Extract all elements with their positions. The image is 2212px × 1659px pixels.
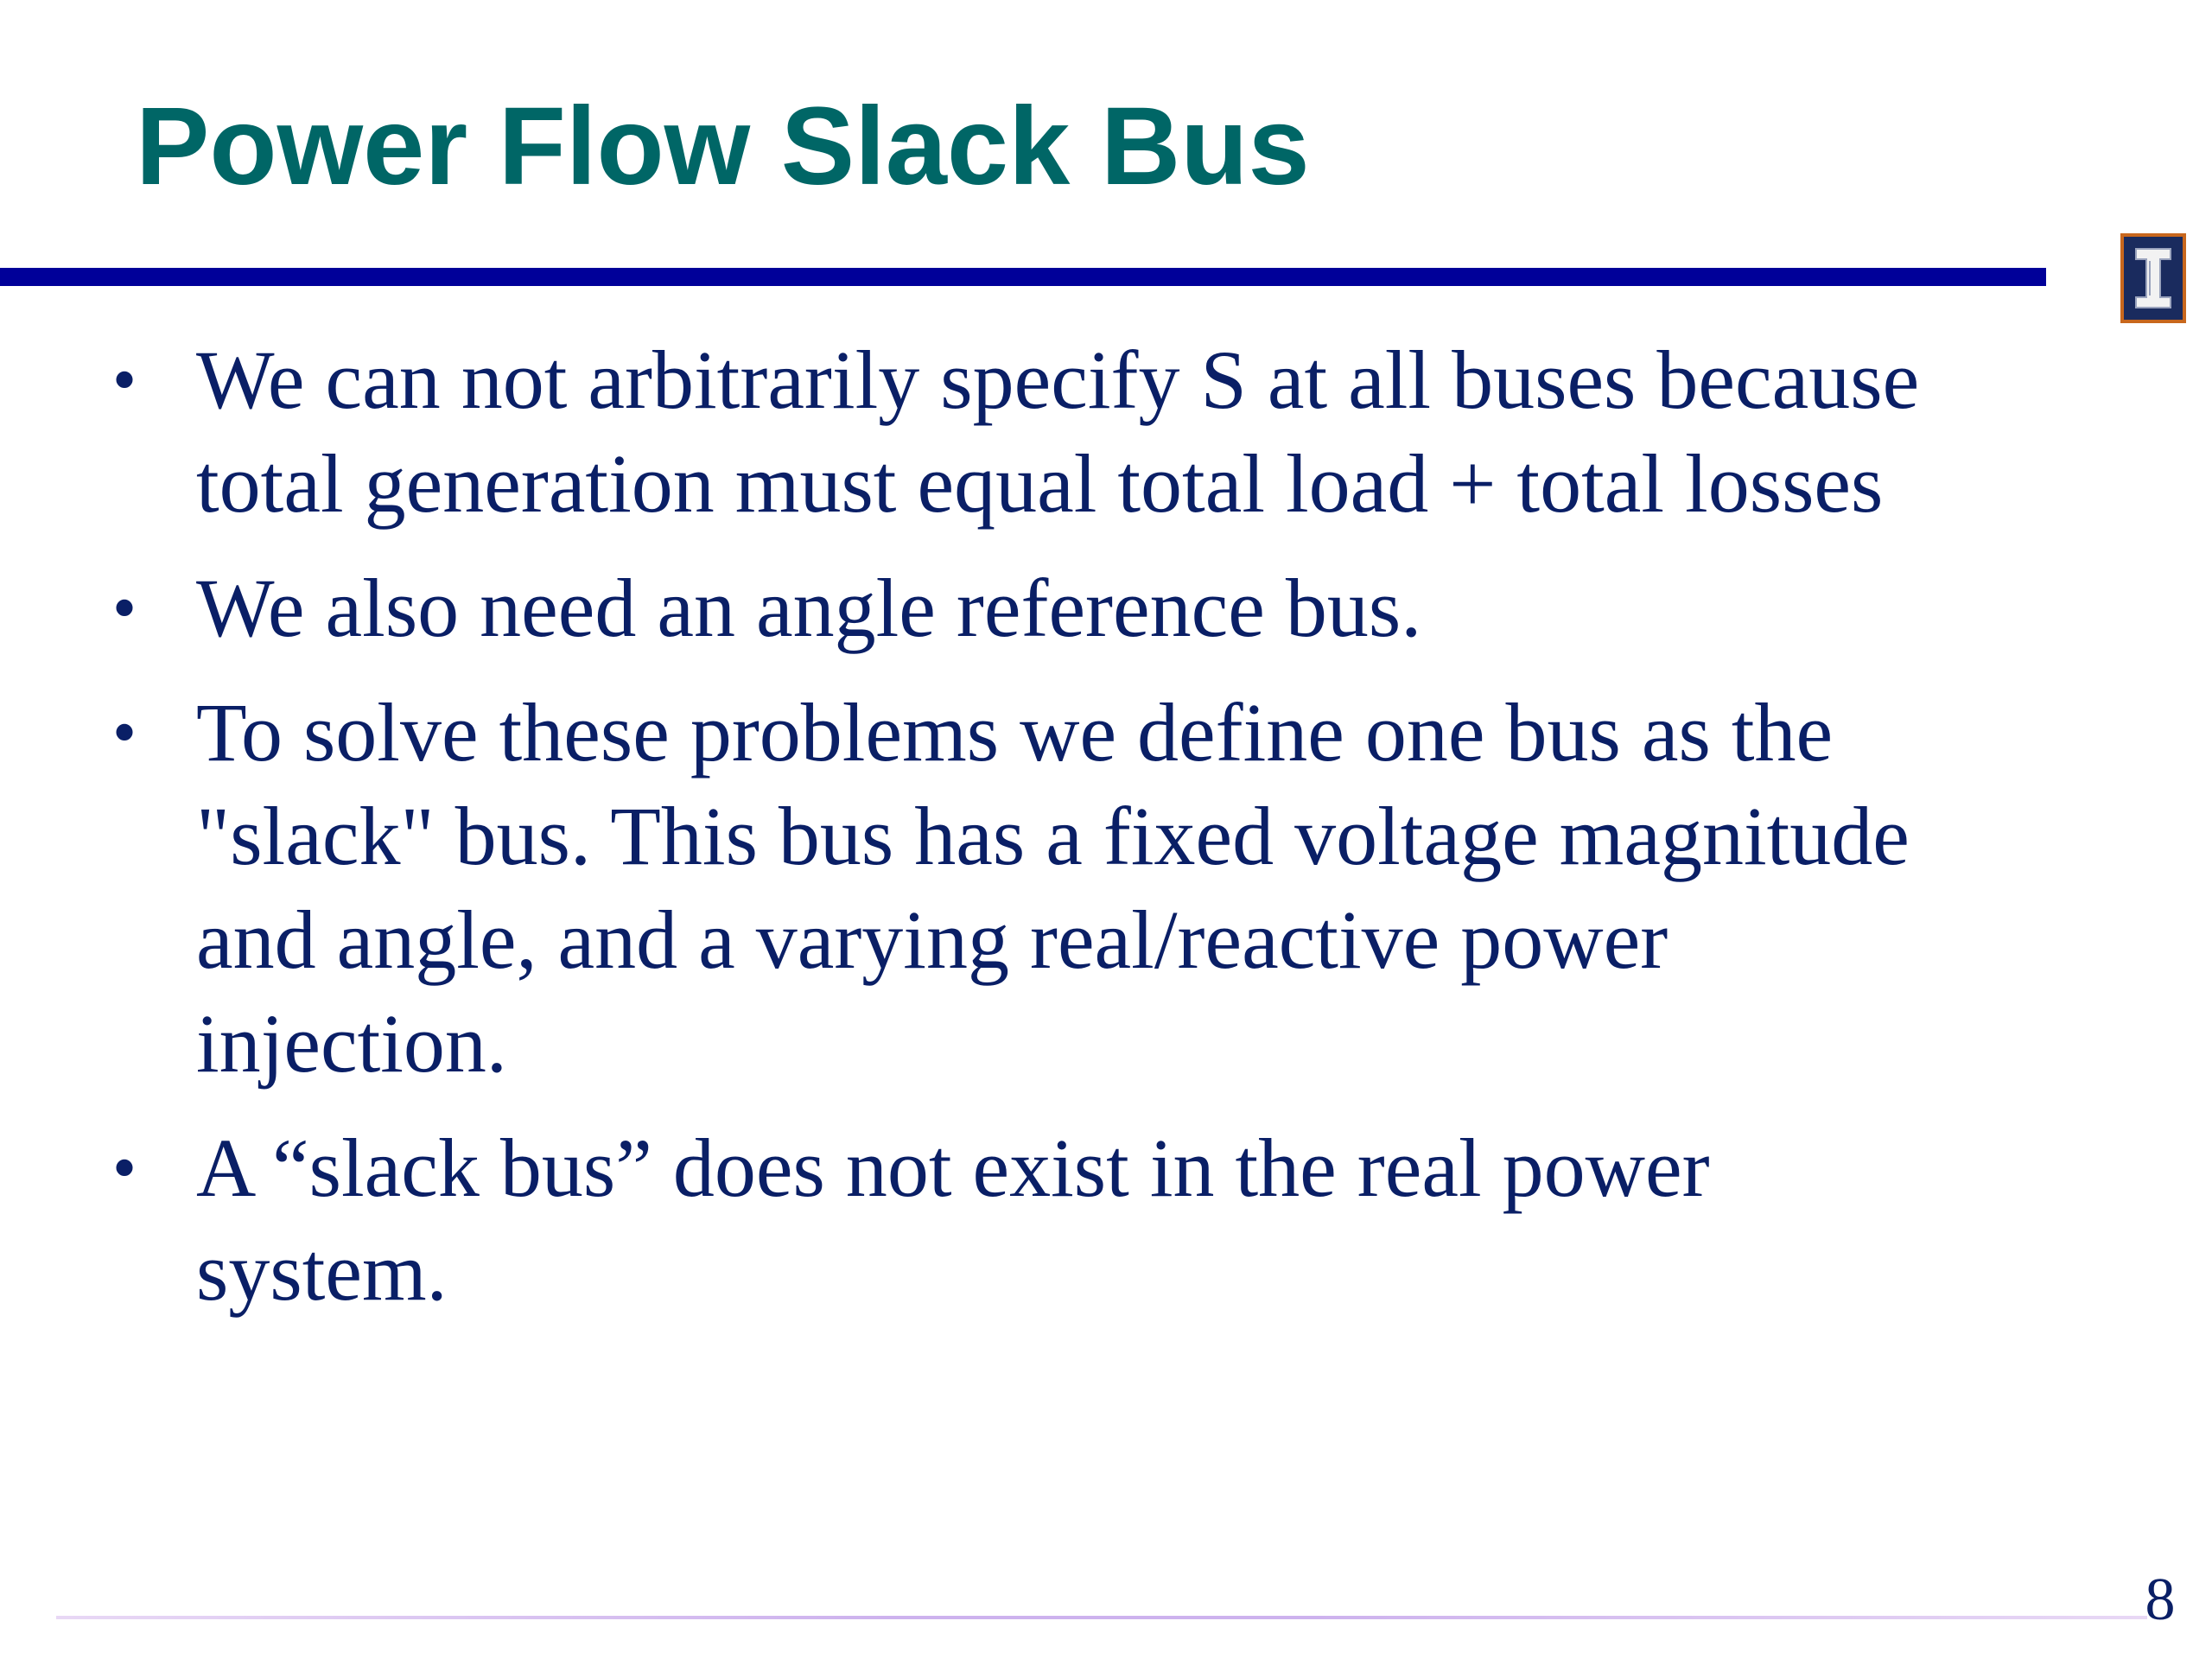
bullet-text: We can not arbitrarily specify S at all buses because total generation must equal total load + total losses — [196, 334, 1920, 530]
bullet-text: To solve these problems we define one bus as the "slack" bus. This bus has a fixed voltage magnitude and angle, and a varying real/reactive power injection. — [196, 686, 1910, 1090]
bullet-marker: • — [112, 1130, 137, 1206]
title-divider — [0, 268, 2046, 286]
slide-title: Power Flow Slack Bus — [136, 85, 1310, 208]
university-logo-icon — [2120, 233, 2186, 323]
page-number: 8 — [2145, 1567, 2176, 1633]
bullet-marker: • — [112, 570, 137, 646]
list-item — [0, 328, 2045, 536]
bullet-marker: • — [112, 695, 137, 771]
bullet-marker: • — [112, 342, 137, 418]
list-item — [0, 681, 2045, 1096]
list-item — [0, 556, 2045, 660]
bullet-text: A “slack bus” does not exist in the real power system. — [196, 1122, 1710, 1318]
footer-divider — [56, 1616, 2147, 1619]
bullet-text: We also need an angle reference bus. — [196, 562, 1422, 654]
bullet-list — [0, 328, 2074, 1344]
list-item — [0, 1116, 2045, 1324]
block-i-icon — [2124, 237, 2183, 320]
